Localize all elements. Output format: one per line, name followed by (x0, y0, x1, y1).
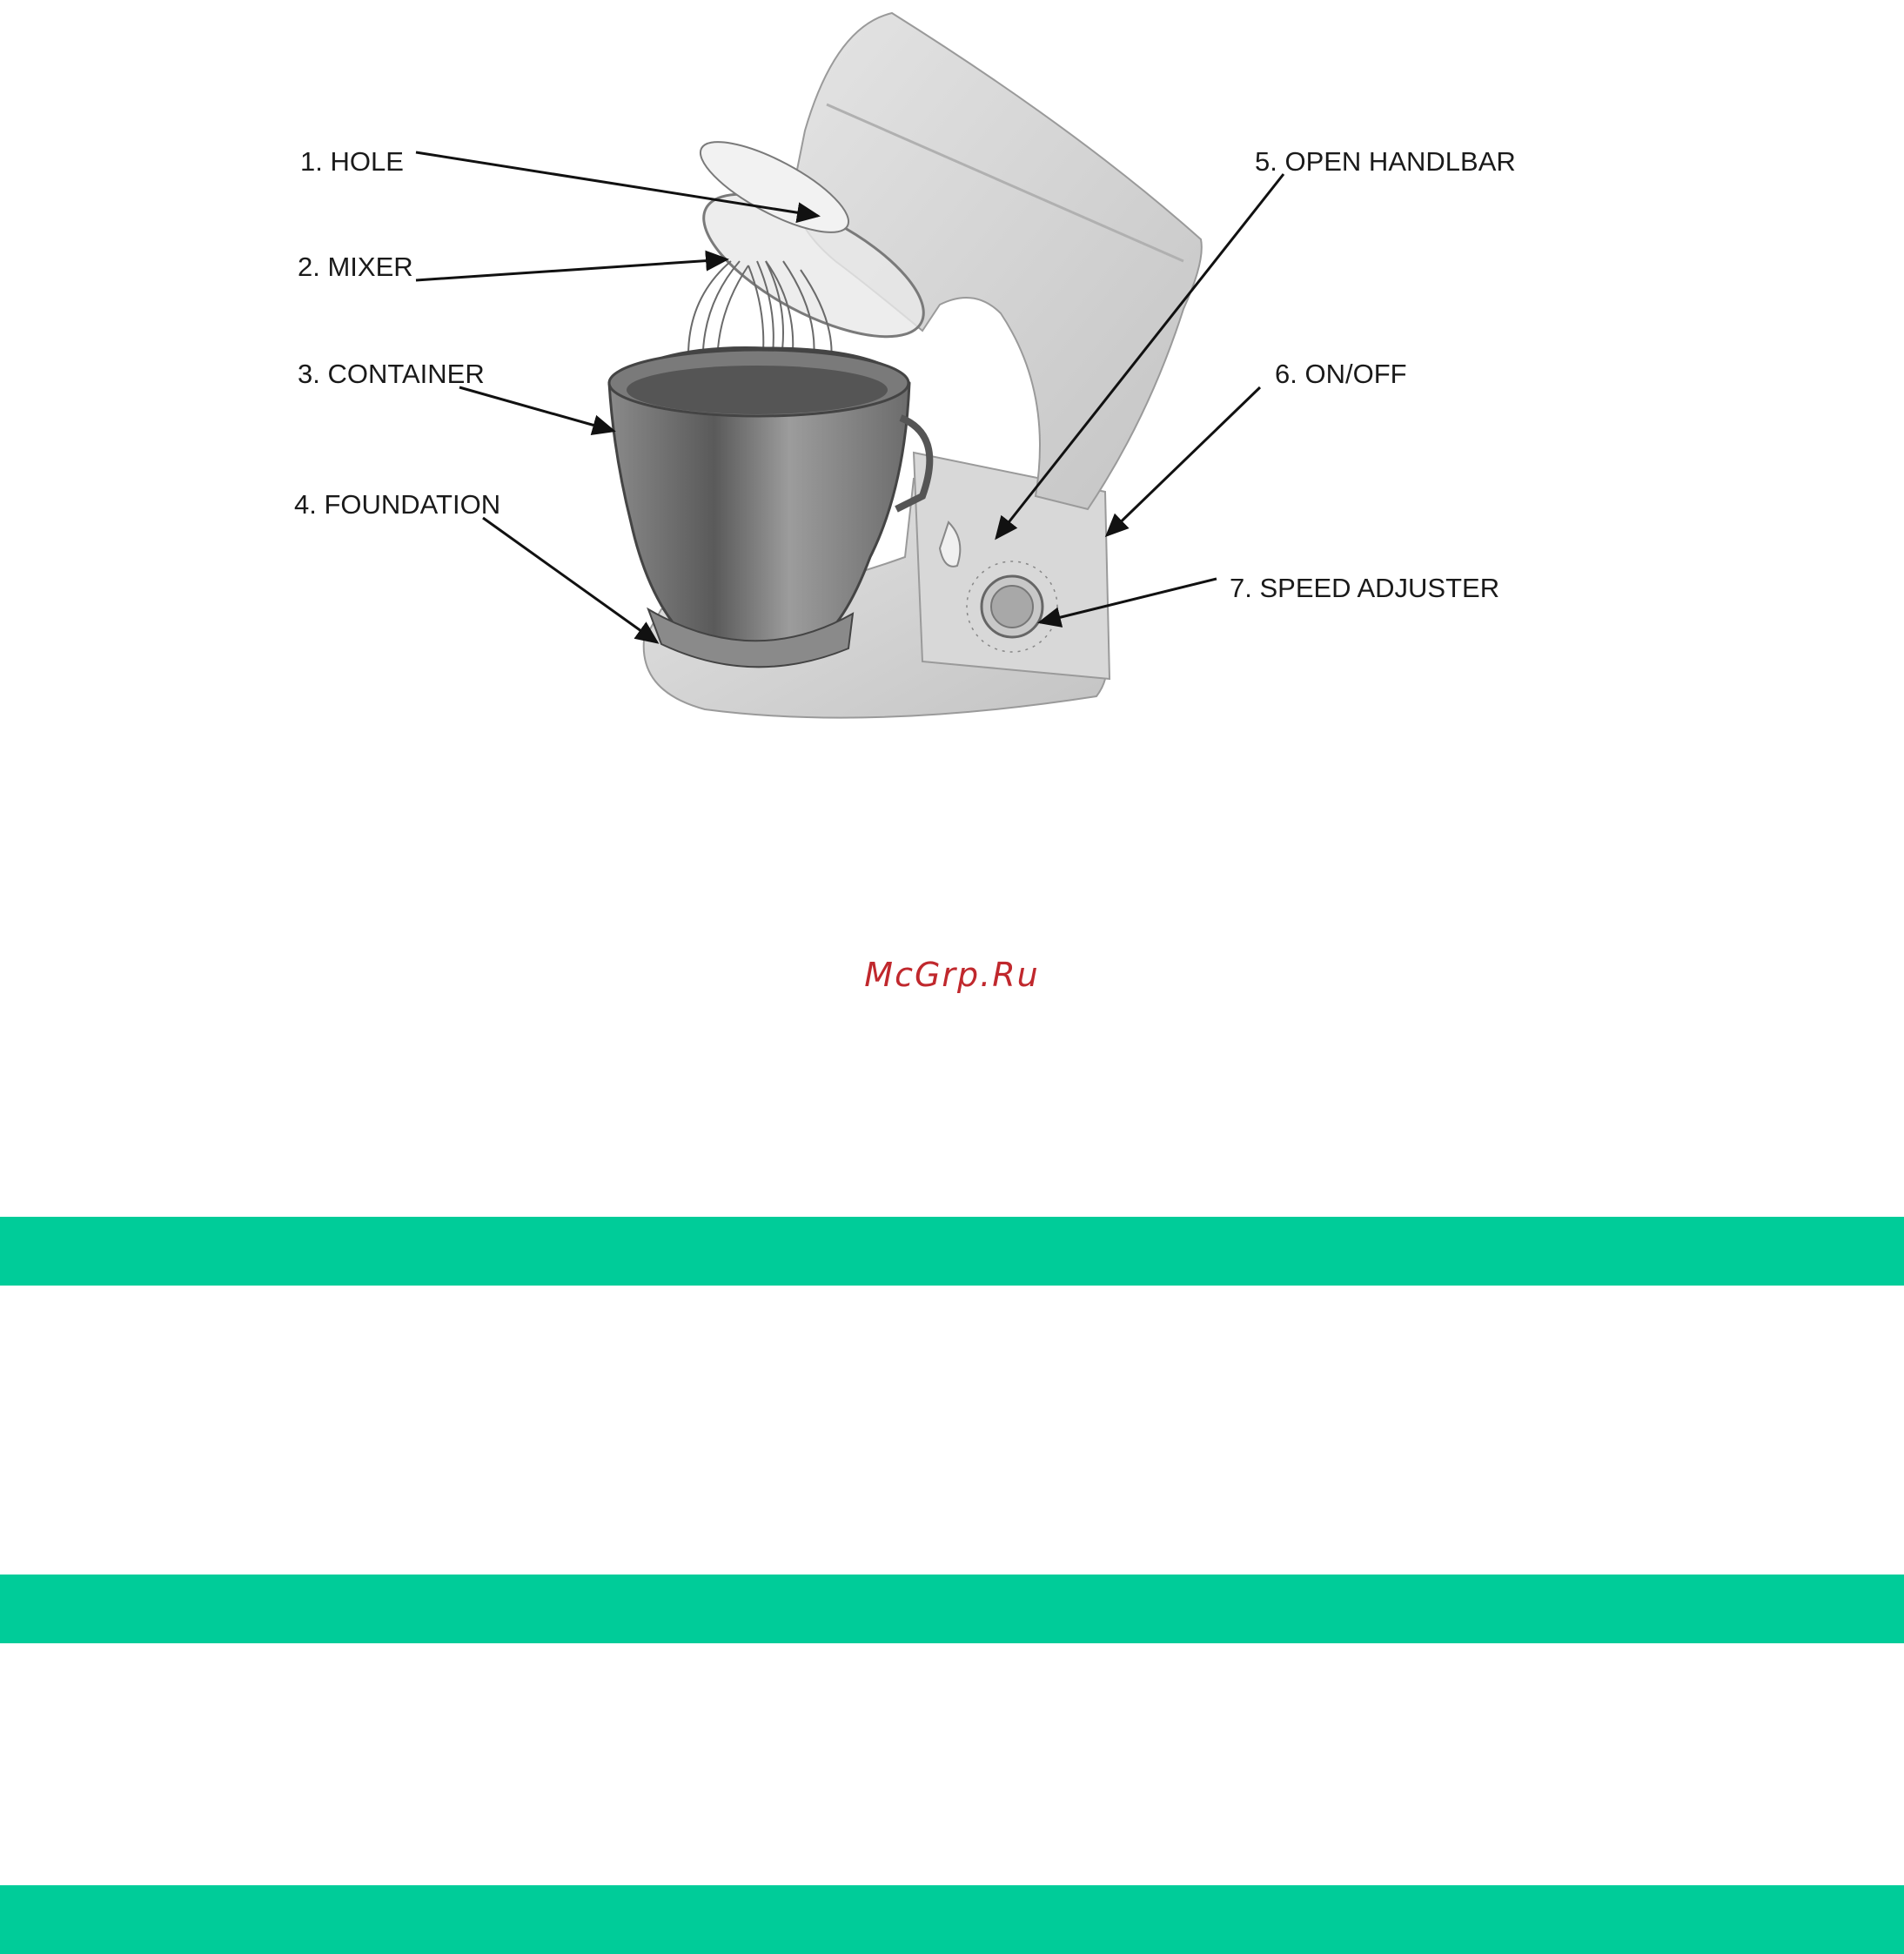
stand-mixer-diagram (0, 0, 1904, 783)
green-band-1 (0, 1217, 1904, 1286)
label-open-handlebar: 5. OPEN HANDLBAR (1255, 146, 1516, 177)
leader-container (459, 387, 613, 431)
leader-mixer (416, 259, 727, 280)
green-band-3 (0, 1885, 1904, 1954)
label-on-off: 6. ON/OFF (1275, 359, 1407, 389)
leader-foundation (483, 518, 657, 642)
label-foundation: 4. FOUNDATION (294, 489, 501, 520)
label-speed-adjuster: 7. SPEED ADJUSTER (1230, 573, 1500, 603)
label-hole: 1. HOLE (300, 146, 404, 177)
stand-mixer-illustration (609, 13, 1202, 718)
label-mixer: 2. MIXER (298, 252, 413, 282)
green-band-2 (0, 1575, 1904, 1643)
watermark: McGrp.Ru (864, 956, 1040, 994)
label-container: 3. CONTAINER (298, 359, 485, 389)
